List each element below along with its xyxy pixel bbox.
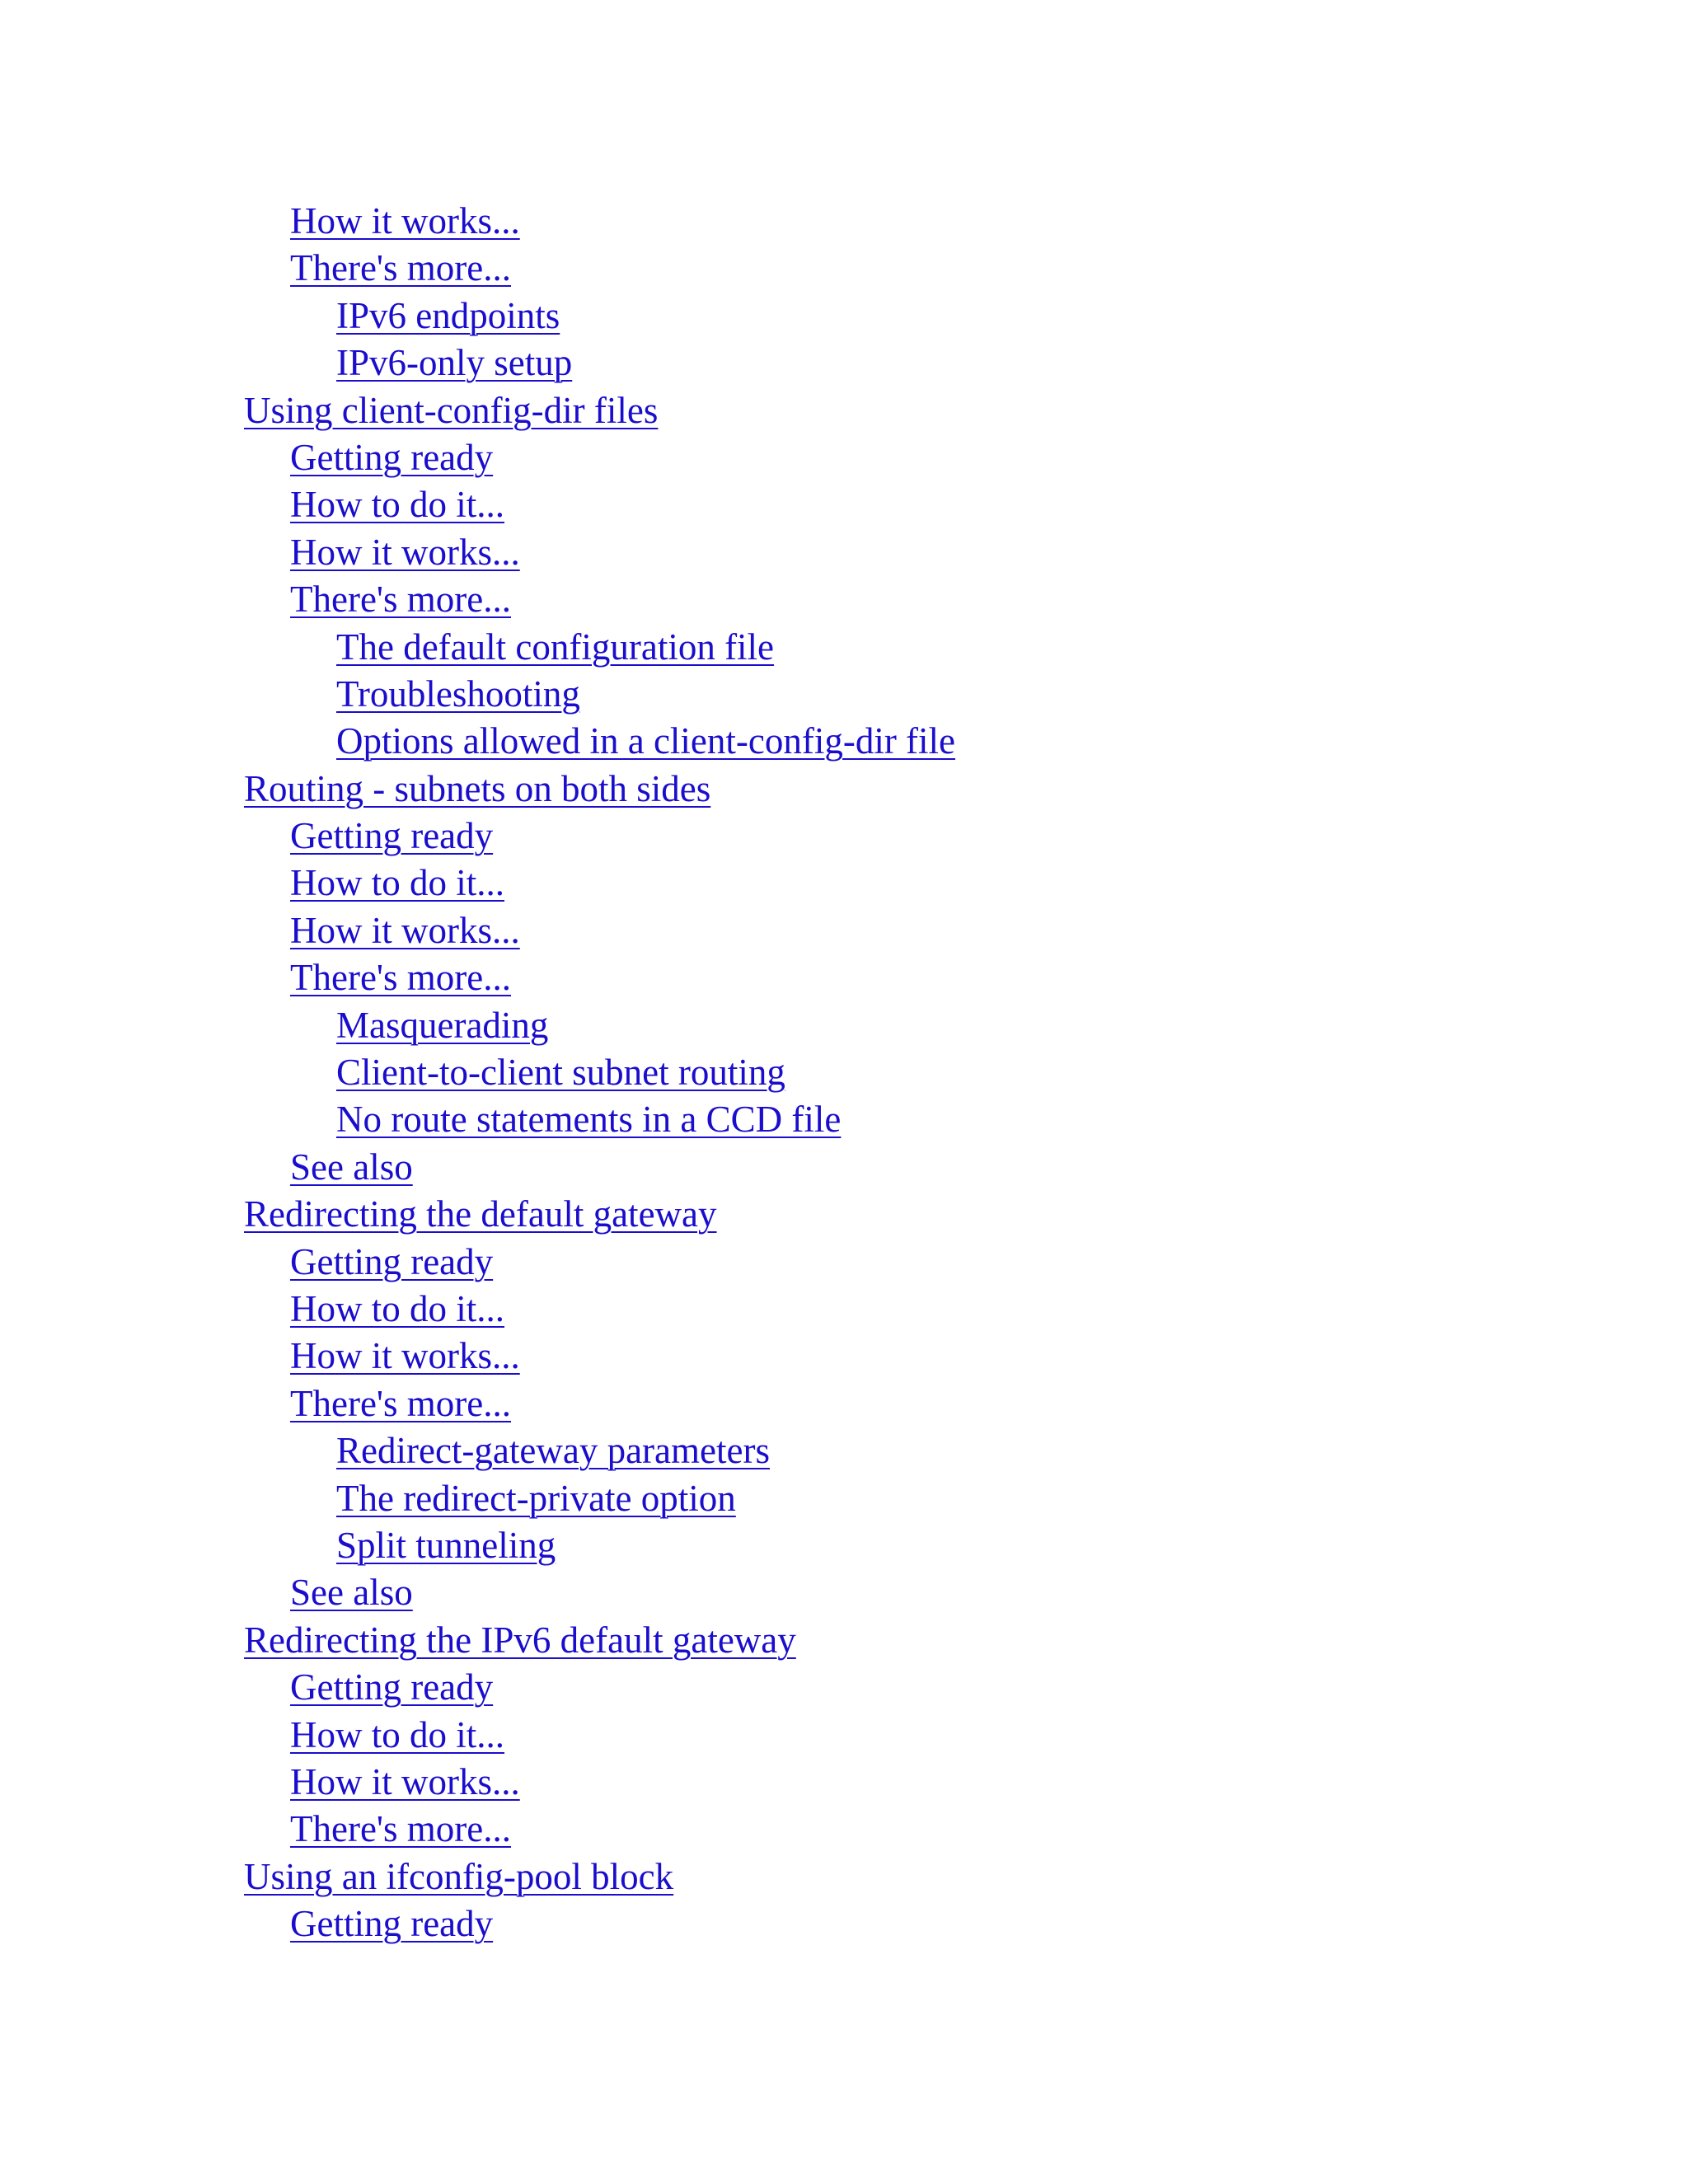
toc-link[interactable]: There's more... — [290, 247, 512, 289]
toc-link[interactable]: Getting ready — [290, 436, 494, 478]
table-of-contents — [0, 198, 1688, 1947]
toc-link[interactable]: Redirecting the IPv6 default gateway — [244, 1619, 796, 1661]
toc-link[interactable]: How to do it... — [290, 484, 505, 526]
toc-link[interactable]: Redirecting the default gateway — [244, 1193, 717, 1235]
toc-link[interactable]: See also — [290, 1146, 413, 1188]
toc-link[interactable]: Troubleshooting — [336, 673, 580, 715]
toc-link[interactable]: The default configuration file — [336, 626, 775, 668]
toc-link[interactable]: Using an ifconfig-pool block — [244, 1855, 674, 1897]
toc-link[interactable]: How it works... — [290, 909, 520, 951]
toc-link[interactable]: There's more... — [290, 1808, 512, 1850]
toc-link[interactable]: Masquerading — [336, 1004, 549, 1046]
toc-link[interactable]: How to do it... — [290, 1713, 505, 1755]
toc-link[interactable]: How it works... — [290, 200, 520, 241]
toc-link[interactable]: Getting ready — [290, 1666, 494, 1708]
toc-link[interactable]: Using client-config-dir files — [244, 389, 659, 431]
toc-link[interactable]: Options allowed in a client-config-dir file — [336, 720, 956, 762]
toc-link[interactable]: How it works... — [290, 531, 520, 573]
toc-link[interactable]: IPv6-only setup — [336, 342, 573, 384]
toc-link[interactable]: Redirect-gateway parameters — [336, 1430, 770, 1472]
toc-link[interactable]: There's more... — [290, 957, 512, 999]
toc-link[interactable]: Routing - subnets on both sides — [244, 767, 711, 809]
toc-link[interactable]: Client-to-client subnet routing — [336, 1052, 785, 1094]
toc-link[interactable]: There's more... — [290, 579, 512, 621]
toc-link[interactable]: Split tunneling — [336, 1524, 556, 1566]
toc-link[interactable]: How it works... — [290, 1760, 520, 1802]
toc-link[interactable]: The redirect-private option — [336, 1477, 736, 1519]
toc-link[interactable]: There's more... — [290, 1382, 512, 1424]
toc-link[interactable]: Getting ready — [290, 815, 494, 857]
toc-link[interactable]: IPv6 endpoints — [336, 294, 560, 336]
toc-link[interactable]: How it works... — [290, 1335, 520, 1377]
toc-link[interactable]: See also — [290, 1572, 413, 1614]
toc-link[interactable]: No route statements in a CCD file — [336, 1099, 842, 1141]
toc-link[interactable]: Getting ready — [290, 1903, 494, 1945]
toc-link[interactable]: How to do it... — [290, 1287, 505, 1329]
toc-link[interactable]: Getting ready — [290, 1240, 494, 1282]
toc-link[interactable]: How to do it... — [290, 862, 505, 904]
